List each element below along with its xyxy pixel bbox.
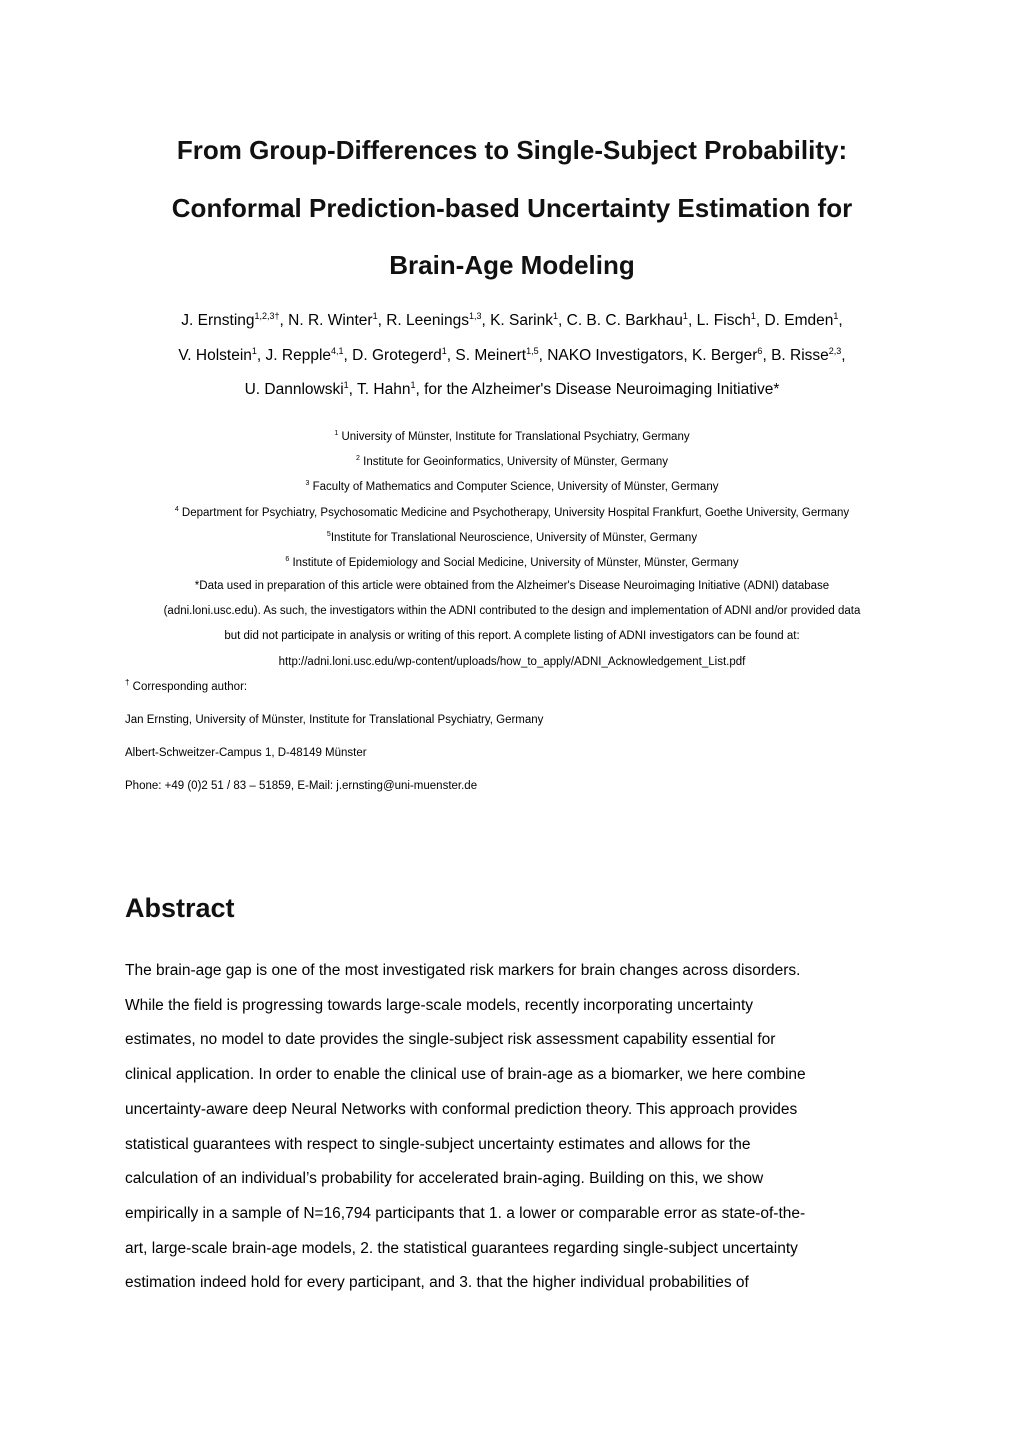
abstract-line: estimates, no model to date provides the single-subject risk assessment capability essential for (125, 1031, 776, 1049)
abstract-line: While the field is progressing towards large-scale models, recently incorporating uncertainty (125, 996, 754, 1014)
adni-note-line: but did not participate in analysis or writing of this report. A complete listing of ADNI investigators can be found at: (224, 630, 800, 643)
author: R. Leenings$^{1,3}$, (386, 311, 491, 329)
affiliation: $^6$ Institute of Epidemiology and Social Medicine, University of Münster, Münster, Germany (285, 556, 739, 570)
abstract-heading: Abstract (125, 893, 235, 923)
author-line (112, 304, 912, 339)
author: for the Alzheimer's Disease Neuroimaging Initiative* (424, 381, 780, 398)
affiliation: $^5$Institute for Translational Neuroscience, University of Münster, Germany (326, 530, 698, 544)
abstract-line: clinical application. In order to enable the clinical use of brain-age as a biomarker, we here combine (125, 1066, 806, 1084)
adni-note-line: http://adni.loni.usc.edu/wp-content/uploads/how_to_apply/ADNI_Acknowledgement_List.pdf (278, 655, 746, 668)
author: D. Grotegerd$^1$, (352, 345, 456, 364)
abstract-line: uncertainty-aware deep Neural Networks with conformal prediction theory. This approach provides (125, 1100, 798, 1118)
author: J. Repple$^{4,1}$, (265, 345, 353, 364)
adni-note-line: *Data used in preparation of this article were obtained from the Alzheimer's Disease Neuroimaging Initiative (ADNI) database (194, 580, 830, 592)
author-list (112, 304, 912, 408)
author: K. Berger$^6$, (691, 345, 772, 364)
author-line (112, 339, 912, 374)
author: U. Dannlowski$^1$, (244, 380, 358, 398)
author: NAKO Investigators, (547, 346, 692, 364)
affiliation: $^2$ Institute for Geoinformatics, University of Münster, Germany (356, 455, 668, 469)
title-line: From Group-Differences to Single-Subject Probability: (176, 135, 848, 165)
abstract-line: estimation indeed hold for every participant, and 3. that the higher individual probabilities of (125, 1274, 749, 1292)
abstract-line: statistical guarantees with respect to single-subject uncertainty estimates and allows for the (125, 1135, 751, 1153)
abstract-line: art, large-scale brain-age models, 2. the statistical guarantees regarding single-subject uncertainty (125, 1239, 798, 1257)
affiliation: $^1$ University of Münster, Institute for Translational Psychiatry, Germany (334, 430, 690, 443)
author: B. Risse$^{2,3}$, (771, 345, 846, 364)
paper-title (100, 122, 924, 295)
author: C. B. C. Barkhau$^1$, (566, 311, 697, 329)
adni-note-line: (adni.loni.usc.edu). As such, the investigators within the ADNI contributed to the design and implementation of ADNI and/or provided data (163, 605, 861, 618)
corresponding-author-address: Albert-Schweitzer-Campus 1, D-48149 Münster (125, 747, 367, 759)
author: J. Ernsting$^{1,2,3\dagger}$, (181, 311, 289, 329)
author: S. Meinert$^{1,5}$, (455, 345, 548, 364)
corresponding-author-contact: Phone: +49 (0)2 51 / 83 – 51859, E-Mail: j.ernsting@uni-muenster.de (125, 780, 478, 792)
affiliation: $^4$ Department for Psychiatry, Psychosomatic Medicine and Psychotherapy, University Hospital Frankfurt, Goethe University, Germany (174, 505, 850, 519)
affiliation: $^3$ Faculty of Mathematics and Computer Science, University of Münster, Germany (305, 480, 719, 494)
adni-note (110, 574, 914, 675)
author-line (112, 373, 912, 408)
title-line: Conformal Prediction-based Uncertainty Estimation for (171, 192, 853, 223)
corresponding-author-name: Jan Ernsting, University of Münster, Institute for Translational Psychiatry, Germany (125, 714, 544, 726)
corresponding-author-label: † Corresponding author: (125, 678, 248, 693)
abstract-line: empirically in a sample of N=16,794 participants that 1. a lower or comparable error as state-of-the- (125, 1204, 806, 1222)
affiliation-list (100, 425, 924, 576)
abstract-line: calculation of an individual’s probability for accelerated brain-aging. Building on this, we show (125, 1170, 764, 1188)
title-line: Brain-Age Modeling (389, 250, 635, 280)
author: K. Sarink$^1$, (490, 311, 567, 329)
dagger-mark: † (125, 678, 130, 687)
abstract-body (125, 954, 915, 1301)
author: N. R. Winter$^1$, (288, 311, 387, 329)
abstract-line: The brain-age gap is one of the most investigated risk markers for brain changes across disorders. (125, 962, 801, 979)
author: V. Holstein$^1$, (178, 345, 266, 364)
author: L. Fisch$^1$, (696, 311, 765, 329)
author: D. Emden$^1$, (764, 311, 843, 329)
author: T. Hahn$^1$, (357, 380, 425, 398)
